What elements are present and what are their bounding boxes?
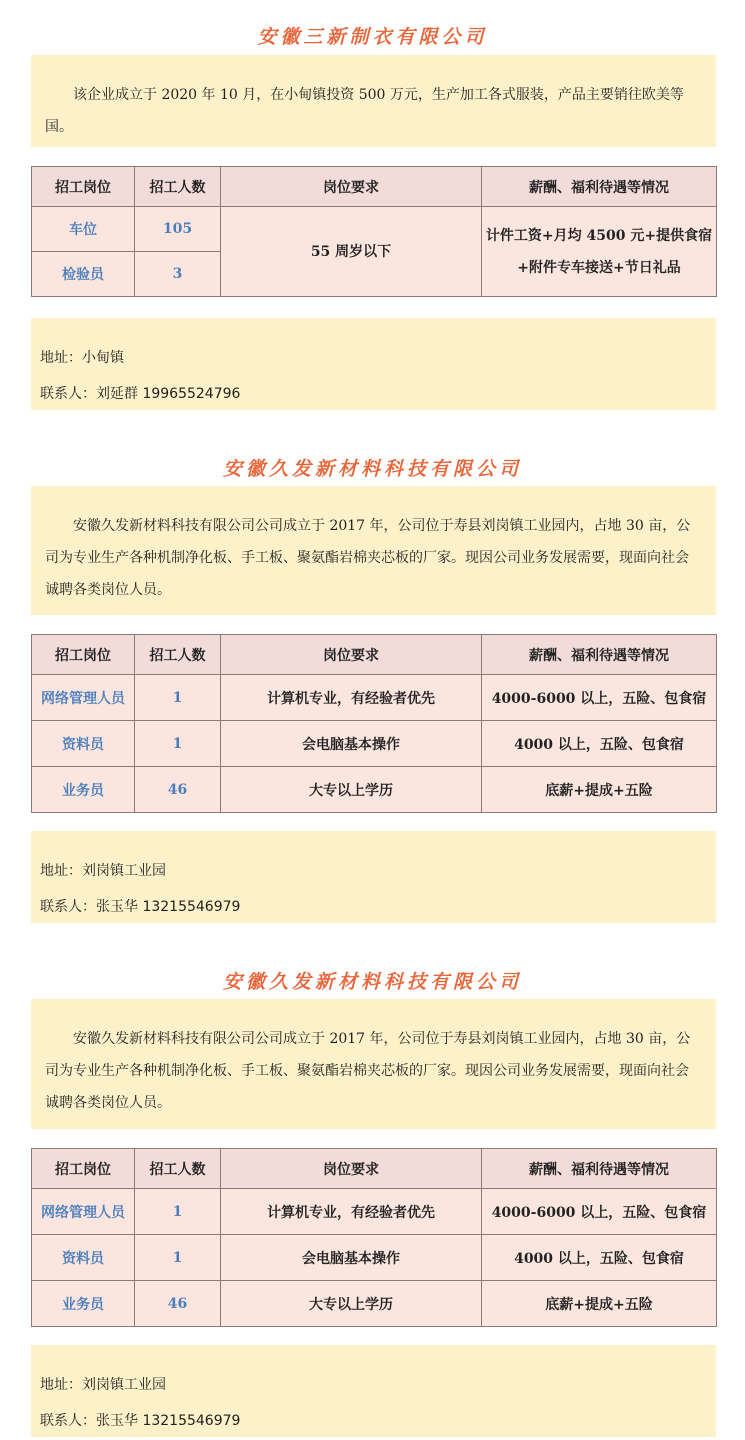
job-salary: 4000 以上，五险、包食宿: [482, 721, 717, 767]
header-requirement: 岗位要求: [221, 1149, 482, 1189]
header-requirement: 岗位要求: [221, 635, 482, 675]
job-salary: 底薪+提成+五险: [482, 1281, 717, 1327]
table-row: [32, 207, 717, 252]
contact-person: 联系人：张玉华 13215546979: [40, 1413, 241, 1429]
job-position: 业务员: [32, 767, 135, 813]
job-requirement: 计算机专业，有经验者优先: [221, 675, 482, 721]
job-count: 1: [135, 721, 221, 767]
job-requirement: 55 周岁以下: [221, 207, 482, 297]
job-salary: 4000 以上，五险、包食宿: [482, 1235, 717, 1281]
job-position: 业务员: [32, 1281, 135, 1327]
header-position: 招工岗位: [32, 167, 135, 207]
job-count: 46: [135, 1281, 221, 1327]
table-row: [32, 767, 717, 813]
job-salary: 4000-6000 以上，五险、包食宿: [482, 1189, 717, 1235]
header-position: 招工岗位: [32, 1149, 135, 1189]
header-position: 招工岗位: [32, 635, 135, 675]
header-salary: 薪酬、福利待遇等情况: [482, 167, 717, 207]
job-count: 1: [135, 1235, 221, 1281]
header-salary: 薪酬、福利待遇等情况: [482, 635, 717, 675]
company-intro: 该企业成立于 2020 年 10 月，在小甸镇投资 500 万元，生产加工各式服装，产品主要销往欧美等国。: [31, 55, 716, 147]
job-table: [31, 166, 717, 297]
job-requirement: 计算机专业，有经验者优先: [221, 1189, 482, 1235]
company-title: 安徽三新制衣有限公司: [257, 26, 488, 48]
job-salary: 底薪+提成+五险: [482, 767, 717, 813]
job-requirement: 会电脑基本操作: [221, 1235, 482, 1281]
address: 地址：小甸镇: [40, 350, 124, 366]
header-count: 招工人数: [135, 167, 221, 207]
contact-person: 联系人：刘延群 19965524796: [40, 386, 241, 402]
job-position: 网络管理人员: [32, 1189, 135, 1235]
table-header-row: [32, 1149, 717, 1189]
table-row: [32, 1189, 717, 1235]
address: 地址：刘岗镇工业园: [40, 863, 166, 879]
job-requirement: 会电脑基本操作: [221, 721, 482, 767]
table-header-row: [32, 167, 717, 207]
job-count: 46: [135, 767, 221, 813]
job-table: [31, 634, 717, 813]
contact-box: [31, 318, 716, 410]
company-intro: 安徽久发新材料科技有限公司公司成立于 2017 年，公司位于寿县刘岗镇工业园内，占地 30 亩，公司为专业生产各种机制净化板、手工板、聚氨酯岩棉夹芯板的厂家。现因公司业务发展需要，现面向社会诚聘各类岗位人员。: [31, 486, 716, 615]
job-count: 105: [135, 207, 221, 252]
contact-person: 联系人：张玉华 13215546979: [40, 899, 241, 915]
table-header-row: [32, 635, 717, 675]
job-salary: 4000-6000 以上，五险、包食宿: [482, 675, 717, 721]
job-count: 1: [135, 1189, 221, 1235]
company-title: 安徽久发新材料科技有限公司: [222, 971, 522, 993]
job-requirement: 大专以上学历: [221, 767, 482, 813]
table-row: [32, 1281, 717, 1327]
job-count: 1: [135, 675, 221, 721]
contact-box: [31, 831, 716, 923]
header-count: 招工人数: [135, 635, 221, 675]
contact-box: [31, 1345, 716, 1437]
address: 地址：刘岗镇工业园: [40, 1377, 166, 1393]
job-count: 3: [135, 252, 221, 297]
header-count: 招工人数: [135, 1149, 221, 1189]
job-position: 资料员: [32, 1235, 135, 1281]
job-position: 车位: [32, 207, 135, 252]
table-row: [32, 675, 717, 721]
table-row: [32, 1235, 717, 1281]
job-position: 检验员: [32, 252, 135, 297]
header-requirement: 岗位要求: [221, 167, 482, 207]
header-salary: 薪酬、福利待遇等情况: [482, 1149, 717, 1189]
company-intro: 安徽久发新材料科技有限公司公司成立于 2017 年，公司位于寿县刘岗镇工业园内，占地 30 亩，公司为专业生产各种机制净化板、手工板、聚氨酯岩棉夹芯板的厂家。现因公司业务发展需要，现面向社会诚聘各类岗位人员。: [31, 999, 716, 1129]
table-row: [32, 721, 717, 767]
job-position: 资料员: [32, 721, 135, 767]
job-position: 网络管理人员: [32, 675, 135, 721]
job-requirement: 大专以上学历: [221, 1281, 482, 1327]
job-table: [31, 1148, 717, 1327]
company-title: 安徽久发新材料科技有限公司: [222, 458, 522, 480]
job-salary: 计件工资+月均 4500 元+提供食宿+附件专车接送+节日礼品: [482, 207, 717, 297]
